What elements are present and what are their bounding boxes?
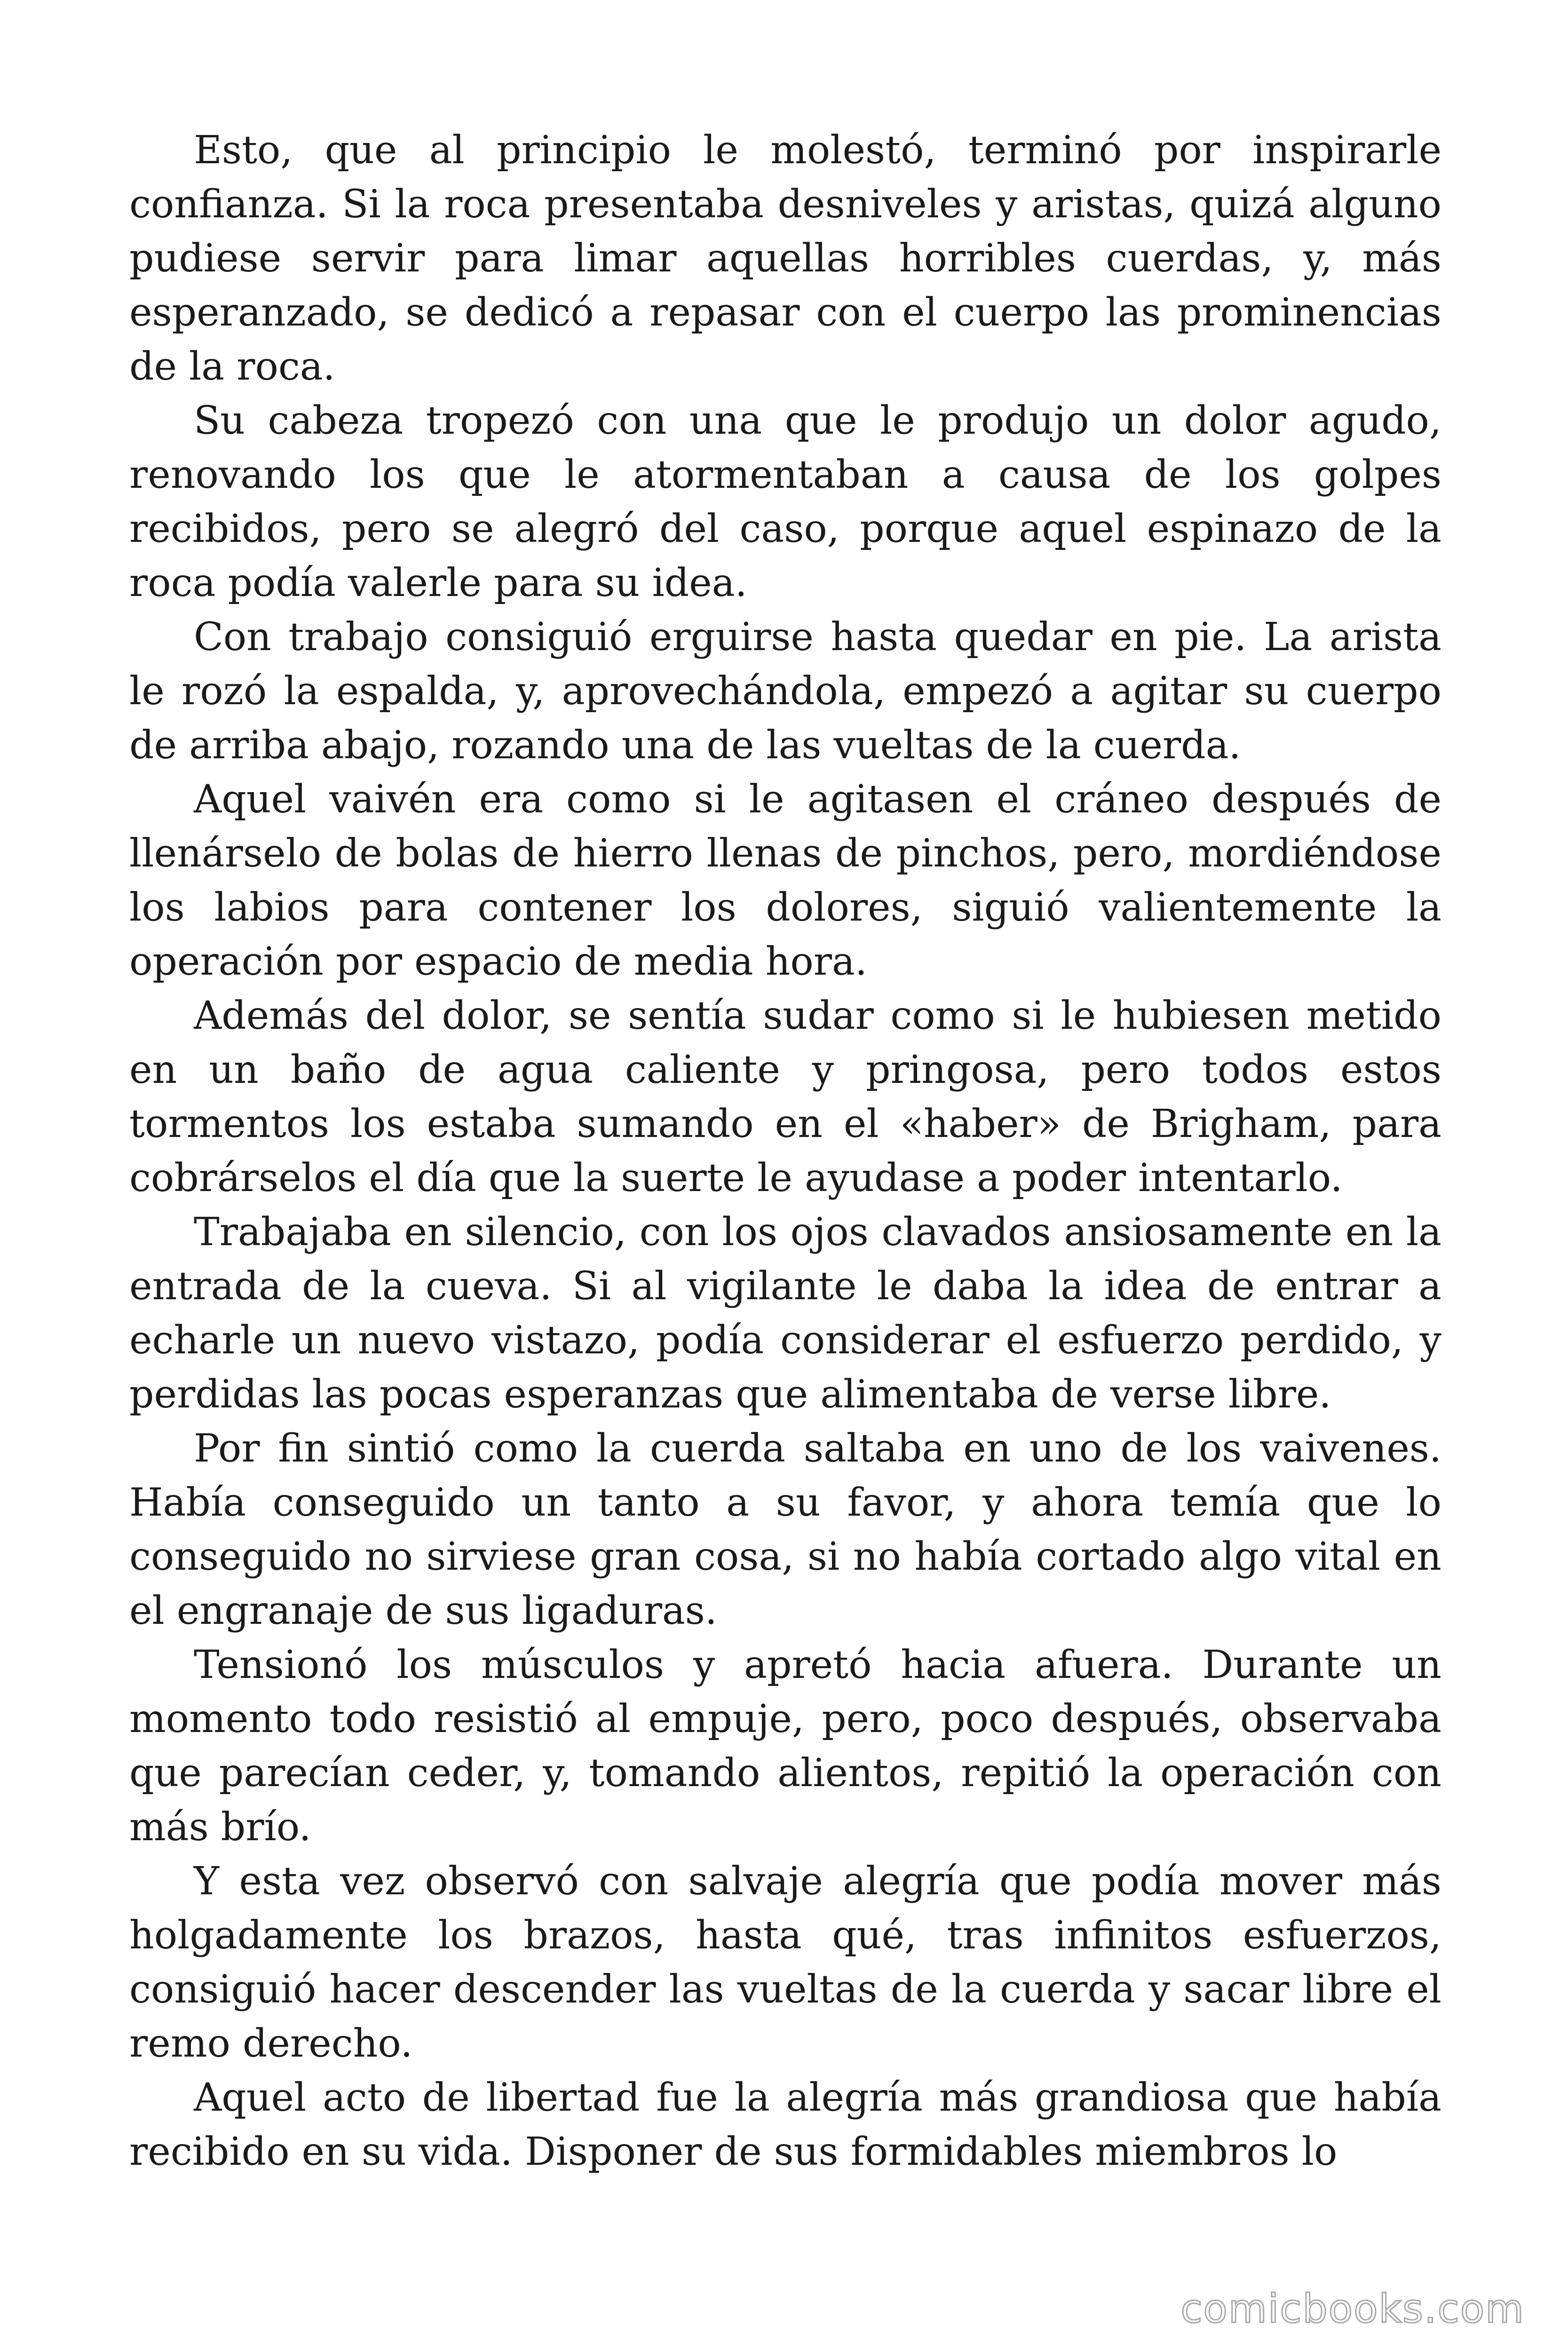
paragraph: Por fin sintió como la cuerda saltaba en uno de los vaivenes. Había conseguido un tanto a su favor, y ahora temía que lo conseguido no sirviese gran cosa, si no había cortado algo vital en el engranaje de sus ligaduras. [129, 1426, 1441, 1633]
paragraph: Con trabajo consiguió erguirse hasta quedar en pie. La arista le rozó la espalda, y, aprovechándola, empezó a agitar su cuerpo de arriba abajo, rozando una de las vueltas de la cuerda. [129, 615, 1441, 768]
paragraph: Esto, que al principio le molestó, terminó por inspirarle confianza. Si la roca presentaba desniveles y aristas, quizá alguno pudiese servir para limar aquellas horribles cuerdas, y, más esperanzado, se dedicó a repasar con el cuerpo las prominencias de la roca. [129, 128, 1441, 389]
paragraph: Aquel vaivén era como si le agitasen el cráneo después de llenárselo de bolas de hierro llenas de pinchos, pero, mordiéndose los labios para contener los dolores, siguió valientemente la operación por espacio de media hora. [129, 777, 1441, 984]
paragraph: Aquel acto de libertad fue la alegría más grandiosa que había recibido en su vida. Disponer de sus formidables miembros lo [129, 2075, 1441, 2174]
paragraph: Su cabeza tropezó con una que le produjo un dolor agudo, renovando los que le atormentaban a causa de los golpes recibidos, pero se alegró del caso, porque aquel espinazo de la roca podía valerle para su idea. [129, 398, 1441, 605]
paragraph: Y esta vez observó con salvaje alegría que podía mover más holgadamente los brazos, hasta qué, tras infinitos esfuerzos, consiguió hacer descender las vueltas de la cuerda y sacar libre el remo derecho. [129, 1859, 1441, 2066]
paragraph: Tensionó los músculos y apretó hacia afuera. Durante un momento todo resistió al empuje, pero, poco después, observaba que parecían ceder, y, tomando alientos, repitió la operación con más brío. [129, 1643, 1441, 1850]
paragraph: Además del dolor, se sentía sudar como si le hubiesen metido en un baño de agua caliente y pringosa, pero todos estos tormentos los estaba sumando en el «haber» de Brigham, para cobrárselos el día que la suerte le ayudase a poder intentarlo. [129, 993, 1441, 1200]
site-watermark: comicbooks.com [1180, 2286, 1525, 2332]
book-page-body [129, 123, 1441, 2179]
paragraph: Trabajaba en silencio, con los ojos clavados ansiosamente en la entrada de la cueva. Si al vigilante le daba la idea de entrar a echarle un nuevo vistazo, podía considerar el esfuerzo perdido, y perdidas las pocas esperanzas que alimentaba de verse libre. [129, 1210, 1441, 1417]
